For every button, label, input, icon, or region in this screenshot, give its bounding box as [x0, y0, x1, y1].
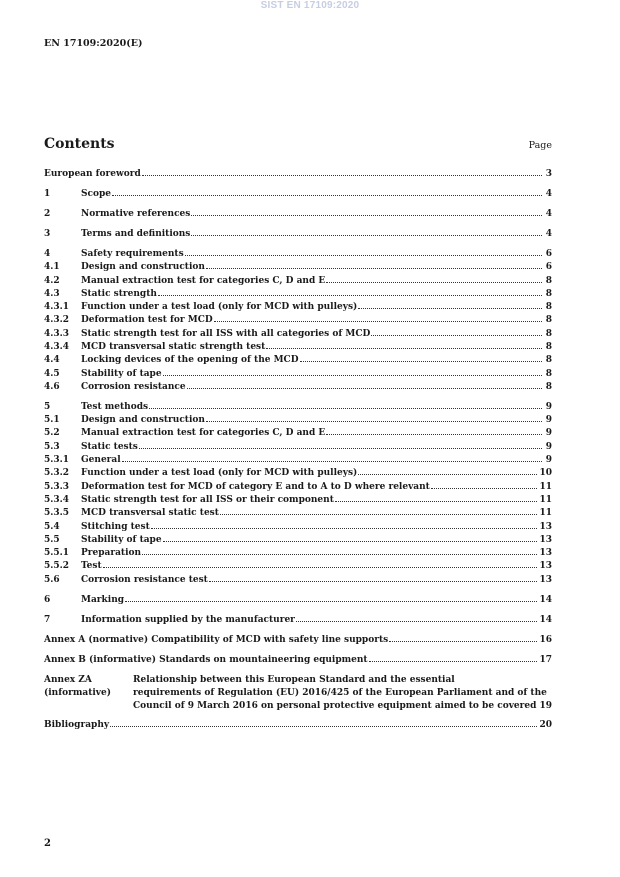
toc-entry-title: Scope [81, 188, 112, 199]
dot-leader [266, 347, 542, 349]
toc-entry[interactable] [44, 481, 552, 494]
toc-entry-title: Stability of tape [81, 534, 162, 545]
toc-sections [44, 181, 552, 627]
toc-entry-title: Annex B (informative) Standards on mountaineering equipment [44, 654, 368, 665]
toc-entry[interactable] [44, 328, 552, 341]
toc-entry[interactable] [44, 228, 552, 241]
dot-leader [149, 407, 542, 409]
toc-entry-annex-za[interactable] [44, 674, 552, 713]
toc-entry-page: 14 [539, 594, 552, 605]
dot-leader [335, 500, 538, 502]
toc-entry-title-line: Relationship between this European Standard and the essential [133, 674, 455, 685]
toc-entry-page: 8 [545, 381, 552, 392]
toc-entry[interactable] [44, 547, 552, 560]
toc-entry-number: 1 [44, 188, 51, 199]
toc-entry-title: Test methods [81, 401, 149, 412]
toc-entry-page: 11 [539, 494, 552, 505]
toc-entry-title: Design and construction [81, 262, 205, 273]
dot-leader [358, 473, 537, 475]
dot-leader [110, 725, 537, 727]
dot-leader [214, 320, 542, 322]
toc-entry-number: 5.5 [44, 534, 60, 545]
dot-leader [371, 334, 542, 336]
toc-entry-number: 5.5.2 [44, 561, 70, 572]
toc-entry-number: 5.3.5 [44, 508, 70, 519]
toc-entry-title: European foreword [44, 169, 141, 179]
toc-entry-title: Normative references [81, 208, 191, 219]
toc-entry[interactable] [44, 368, 552, 381]
toc-entry-title: Manual extraction test for categories C, D and E [81, 275, 326, 286]
contents-heading: Contents [44, 136, 115, 152]
toc-entry-number: 3 [44, 228, 51, 239]
dot-leader [220, 513, 538, 515]
toc-entry-number: 4.2 [44, 275, 60, 286]
toc-entry-title: Corrosion resistance test [81, 574, 208, 585]
toc-entry-number: 6 [44, 594, 51, 605]
dot-leader [112, 194, 542, 196]
toc-entry-label: Annex ZA (informative) [44, 674, 111, 698]
toc-entry-title: Stitching test [81, 521, 150, 532]
toc-entry-title: Information supplied by the manufacturer [81, 614, 295, 625]
dot-leader [206, 267, 542, 269]
dot-leader [187, 387, 542, 389]
toc-entry-number: 5.2 [44, 428, 60, 439]
toc-entry[interactable] [44, 494, 552, 507]
toc-entry-title: Safety requirements [81, 248, 184, 259]
toc-entry-number: 5.1 [44, 415, 60, 426]
toc-entry-page: 8 [545, 328, 552, 339]
toc-entry[interactable] [44, 574, 552, 587]
toc-entry-title: MCD transversal static strength test [81, 342, 266, 353]
toc-entry-number: 4.3.1 [44, 302, 70, 313]
toc-entry-title: Marking [81, 594, 125, 605]
toc-entry-number: 4.3 [44, 288, 60, 299]
toc-entry-page: 13 [539, 534, 552, 545]
toc-entry-title: Function under a test load (only for MCD with pulleys) [81, 302, 358, 313]
toc-entry[interactable] [44, 560, 552, 573]
toc-entry-page: 8 [545, 275, 552, 286]
toc-entry-number: 4.5 [44, 368, 60, 379]
toc-entry[interactable] [44, 261, 552, 274]
toc-entry-number: 7 [44, 614, 51, 625]
toc-entry-number: 5.3.2 [44, 468, 70, 479]
dot-leader [142, 553, 537, 555]
toc-entry[interactable] [44, 248, 552, 261]
toc-entry-number: 5.6 [44, 574, 60, 585]
toc-entry-title: Static strength test for all ISS with all categories of MCD [81, 328, 371, 339]
toc-entry-title: Terms and definitions [81, 228, 191, 239]
toc-entry-page: 8 [545, 355, 552, 366]
toc-entry-page: 20 [539, 720, 552, 731]
dot-leader [142, 174, 542, 176]
toc-entry-page: 10 [539, 468, 552, 479]
toc-entry-title-line: requirements of Regulation (EU) 2016/425 of the European Parliament and of the [133, 687, 547, 698]
toc-entry-page: 4 [545, 228, 552, 239]
toc-entry[interactable] [44, 354, 552, 367]
toc-entry-page: 13 [539, 548, 552, 559]
dot-leader [369, 660, 538, 662]
document-id: EN 17109:2020(E) [44, 38, 143, 49]
dot-leader [209, 580, 538, 582]
toc-entry-number: 5.3.3 [44, 481, 70, 492]
toc-entry-title: Static strength [81, 288, 157, 299]
toc-entry-title: Function under a test load (only for MCD with pulleys) [81, 468, 358, 479]
toc-entry[interactable] [44, 507, 552, 520]
toc-entry-page: 6 [545, 248, 552, 259]
toc-entry[interactable] [44, 341, 552, 354]
toc-entry-title: Deformation test for MCD of category E and to A to D where relevant [81, 481, 430, 492]
dot-leader [185, 254, 542, 256]
toc-entry[interactable] [44, 614, 552, 627]
toc-entry[interactable] [44, 467, 552, 480]
toc-entry-number: 4.6 [44, 381, 60, 392]
toc-entry-title: Bibliography [44, 720, 110, 731]
toc-entry-page: 17 [539, 654, 552, 665]
toc-entry-page: 4 [545, 208, 552, 219]
toc-entry-number: 5.5.1 [44, 548, 70, 559]
dot-leader [103, 566, 538, 568]
toc-entry[interactable] [44, 534, 552, 547]
toc-entry-title: Static strength test for all ISS or their component [81, 494, 334, 505]
toc-entry-number: 4.4 [44, 355, 60, 366]
toc-entry[interactable] [44, 208, 552, 221]
toc-entry-page: 13 [539, 521, 552, 532]
dot-leader [358, 307, 542, 309]
toc-entry-page: 8 [545, 288, 552, 299]
toc-entry-page: 13 [539, 561, 552, 572]
toc-entry-title: Manual extraction test for categories C, D and E [81, 428, 326, 439]
toc-entry[interactable] [44, 594, 552, 607]
dot-leader [139, 447, 542, 449]
toc-entry-title: Corrosion resistance [81, 381, 186, 392]
toc-entry-title-line: Council of 9 March 2016 on personal protective equipment aimed to be covered [133, 700, 537, 711]
toc-entry-number: 4.3.4 [44, 342, 70, 353]
toc-entry-foreword[interactable] [44, 168, 552, 181]
dot-leader [296, 620, 538, 622]
toc-entry-number: 5.4 [44, 521, 60, 532]
toc-entry-title: Locking devices of the opening of the MCD [81, 355, 299, 366]
toc-entry-title: Test [81, 561, 102, 572]
toc-entry-title: Stability of tape [81, 368, 162, 379]
dot-leader [122, 460, 542, 462]
toc-entry[interactable] [44, 521, 552, 534]
dot-leader [431, 487, 538, 489]
toc-entry-page: 8 [545, 302, 552, 313]
toc-entry-number: 5 [44, 401, 51, 412]
toc-entry-page: 8 [545, 368, 552, 379]
toc-entry-title: Deformation test for MCD [81, 315, 213, 326]
toc-entry-page: 13 [539, 574, 552, 585]
toc-entry-title: Static tests [81, 441, 138, 452]
toc-entry-number: 4.3.2 [44, 315, 70, 326]
dot-leader [206, 420, 542, 422]
dot-leader [191, 214, 542, 216]
toc-entry-title: General [81, 455, 121, 466]
toc-entry-title: Annex A (normative) Compatibility of MCD with safety line supports [44, 634, 389, 645]
toc-entry-page: 8 [545, 342, 552, 353]
table-of-contents [44, 168, 552, 733]
toc-entry[interactable] [44, 314, 552, 327]
toc-entry-number: 2 [44, 208, 51, 219]
watermark: SIST EN 17109:2020 [260, 0, 360, 11]
toc-entry[interactable] [44, 427, 552, 440]
toc-entry-number: 5.3.1 [44, 455, 70, 466]
toc-entry-number: 4 [44, 248, 51, 259]
toc-entry[interactable] [44, 441, 552, 454]
toc-entry[interactable] [44, 414, 552, 427]
toc-entry-title: Preparation [81, 548, 142, 559]
dot-leader [300, 360, 542, 362]
toc-entry[interactable] [44, 401, 552, 414]
toc-entry[interactable] [44, 188, 552, 201]
toc-entry-page: 9 [545, 455, 552, 466]
toc-entry-title: MCD transversal static test [81, 508, 219, 519]
dot-leader [326, 433, 542, 435]
toc-entry-number: 5.3.4 [44, 494, 70, 505]
dot-leader [389, 640, 537, 642]
toc-entry-page: 19 [539, 700, 552, 711]
toc-entry-page: 9 [545, 441, 552, 452]
toc-entry-page: 9 [545, 428, 552, 439]
toc-entry-bibliography[interactable] [44, 719, 552, 732]
dot-leader [125, 600, 537, 602]
page-number: 2 [44, 838, 51, 849]
toc-entry[interactable] [44, 301, 552, 314]
toc-entry-page: 9 [545, 415, 552, 426]
dot-leader [326, 281, 542, 283]
toc-entry-number: 4.1 [44, 262, 60, 273]
toc-entry-number: 5.3 [44, 441, 60, 452]
toc-entry-page: 6 [545, 262, 552, 273]
toc-entry[interactable] [44, 275, 552, 288]
toc-entry-page: 11 [539, 508, 552, 519]
dot-leader [191, 234, 542, 236]
dot-leader [163, 374, 542, 376]
toc-entry-number: 4.3.3 [44, 328, 70, 339]
dot-leader [151, 527, 538, 529]
toc-entry-page: 14 [539, 614, 552, 625]
toc-entry-page: 8 [545, 315, 552, 326]
toc-entry-page: 16 [539, 634, 552, 645]
toc-entry-annex-a[interactable] [44, 634, 552, 647]
dot-leader [158, 294, 542, 296]
toc-entry-title: Design and construction [81, 415, 205, 426]
toc-entry[interactable] [44, 454, 552, 467]
toc-entry[interactable] [44, 288, 552, 301]
toc-entry-page: 3 [545, 169, 552, 179]
toc-entry-page: 11 [539, 481, 552, 492]
page-column-label: Page [528, 140, 552, 151]
toc-entry-page: 4 [545, 188, 552, 199]
dot-leader [163, 540, 538, 542]
toc-entry[interactable] [44, 381, 552, 394]
toc-entry-annex-b[interactable] [44, 654, 552, 667]
toc-entry-page: 9 [545, 401, 552, 412]
